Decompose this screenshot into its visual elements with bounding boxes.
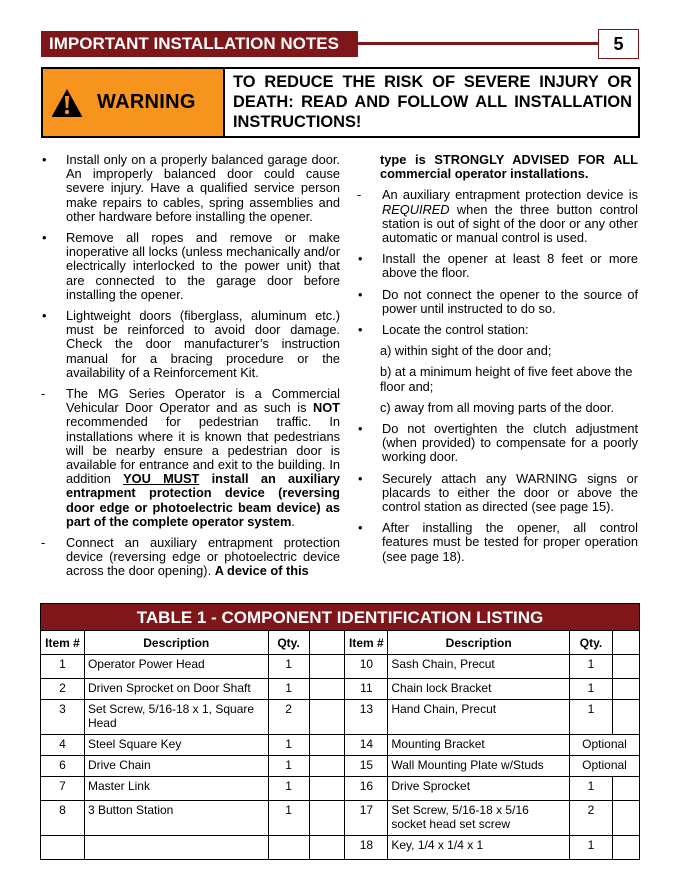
note-install-height xyxy=(356,252,638,280)
blank-cell xyxy=(309,801,345,836)
table-row xyxy=(41,836,640,860)
note-text: Install only on a properly balanced garage door. An improperly balanced door could cause severe injury. Have a qualified service person make repairs to cables, spring assemblies and other hardware before installing the opener. xyxy=(66,152,340,224)
warning-box xyxy=(41,67,640,138)
item-qty: Optional xyxy=(570,735,640,756)
warning-label: WARNING xyxy=(97,91,196,113)
note-text-part: An auxiliary entrapment protection device is xyxy=(382,187,638,203)
note-text: Do not overtighten the clutch adjustment (when provided) to compensate for a poorly working door. xyxy=(382,421,638,465)
note-text: Do not connect the opener to the source of power until instructed to do so. xyxy=(382,286,638,316)
header-cell: Item # xyxy=(345,631,388,655)
item-number: 4 xyxy=(41,735,85,756)
item-description: Hand Chain, Precut xyxy=(388,700,570,735)
header-cell: Description xyxy=(388,631,570,655)
note-text: After installing the opener, all control features must be tested for proper operation (see page 18). xyxy=(382,520,638,564)
item-number: 18 xyxy=(345,836,388,860)
item-qty: 1 xyxy=(268,801,309,836)
header-cell: Item # xyxy=(41,631,85,655)
locate-sub-c: c) away from all moving parts of the door. xyxy=(380,399,614,415)
emphasis-required: REQUIRED xyxy=(382,201,450,217)
note-text-part: recommended for pedestrian traffic. In installations where it is known that pedestrians will be nearby ensure a pedestrian door is available for entrance and exit to the building. In addition xyxy=(66,414,340,487)
item-number: 17 xyxy=(345,801,388,836)
page-number: 5 xyxy=(598,29,639,59)
note-text-part: . xyxy=(291,513,295,529)
item-qty: 2 xyxy=(570,801,613,836)
header-cell: Qty. xyxy=(570,631,613,655)
blank-cell xyxy=(309,836,345,860)
item-description: Set Screw, 5/16-18 x 5/16 socket head set screw xyxy=(388,801,570,836)
item-qty xyxy=(268,836,309,860)
note-text: Install the opener at least 8 feet or more above the floor. xyxy=(382,251,638,281)
blank-cell xyxy=(612,777,639,801)
note-connect-device xyxy=(40,536,340,579)
item-description: Driven Sprocket on Door Shaft xyxy=(84,679,268,700)
item-number: 8 xyxy=(41,801,85,836)
item-qty: 1 xyxy=(570,700,613,735)
table-row xyxy=(41,655,640,679)
component-table xyxy=(40,630,640,860)
header-cell: Qty. xyxy=(268,631,309,655)
item-number: 10 xyxy=(345,655,388,679)
item-qty: 1 xyxy=(570,836,613,860)
bullet-marker: • xyxy=(358,251,363,267)
bullet-marker: • xyxy=(42,230,47,246)
item-description: Drive Chain xyxy=(84,756,268,777)
item-description: Key, 1/4 x 1/4 x 1 xyxy=(388,836,570,860)
blank-cell xyxy=(612,679,639,700)
note-text-bold: A device of this xyxy=(214,563,309,579)
warning-triangle-icon xyxy=(51,88,83,118)
note-text: Securely attach any WARNING signs or placards to either the door or above the control station as directed (see page 15). xyxy=(382,470,638,515)
notes-right-column xyxy=(356,153,638,571)
item-description: Master Link xyxy=(84,777,268,801)
note-continuation: type is STRONGLY ADVISED FOR ALL commercial operator installations. xyxy=(380,152,638,182)
item-qty: 1 xyxy=(268,679,309,700)
item-number: 11 xyxy=(345,679,388,700)
table-row xyxy=(41,756,640,777)
item-number: 13 xyxy=(345,700,388,735)
item-description: Chain lock Bracket xyxy=(388,679,570,700)
dash-marker: - xyxy=(41,386,46,402)
section-header-bar xyxy=(41,31,358,57)
note-aux-device-required xyxy=(356,188,638,245)
item-number: 16 xyxy=(345,777,388,801)
item-qty: 1 xyxy=(570,777,613,801)
header-rule xyxy=(358,42,598,45)
item-number: 2 xyxy=(41,679,85,700)
item-description: Wall Mounting Plate w/Studs xyxy=(388,756,570,777)
warning-message: TO REDUCE THE RISK OF SEVERE INJURY OR DEATH: READ AND FOLLOW ALL INSTALLATION INSTRUCTIONS! xyxy=(233,73,632,131)
section-title: IMPORTANT INSTALLATION NOTES xyxy=(49,34,339,53)
notes-left-column xyxy=(40,153,340,586)
item-number xyxy=(41,836,85,860)
table-row xyxy=(41,735,640,756)
item-description: 3 Button Station xyxy=(84,801,268,836)
note-clutch-adjustment xyxy=(356,422,638,465)
bullet-marker: • xyxy=(358,520,363,536)
header-cell xyxy=(612,631,639,655)
item-description xyxy=(84,836,268,860)
note-locate-control-station xyxy=(356,323,638,337)
header-cell xyxy=(309,631,345,655)
table-header-row xyxy=(41,631,640,655)
item-qty: 1 xyxy=(268,655,309,679)
item-qty: 1 xyxy=(268,777,309,801)
note-text-part: The MG Series Operator is a Commercial Vehicular Door Operator and as such is xyxy=(66,386,340,416)
bullet-marker: • xyxy=(358,286,363,302)
note-commercial-operator xyxy=(40,387,340,529)
item-description: Operator Power Head xyxy=(84,655,268,679)
item-qty: 1 xyxy=(268,735,309,756)
blank-cell xyxy=(309,700,345,735)
item-number: 7 xyxy=(41,777,85,801)
item-description: Mounting Bracket xyxy=(388,735,570,756)
item-number: 1 xyxy=(41,655,85,679)
note-text: Lightweight doors (fiberglass, aluminum etc.) must be reinforced to avoid door damage. Check the door manufacturer’s instruction manual for a bracing procedure or the availability of a Reinforcement Kit. xyxy=(66,308,340,380)
emphasis-not: NOT xyxy=(312,400,340,416)
bullet-marker: • xyxy=(358,470,363,486)
note-warning-signs xyxy=(356,472,638,515)
item-description: Steel Square Key xyxy=(84,735,268,756)
blank-cell xyxy=(309,756,345,777)
note-text-part: Connect an auxiliary entrapment protection device (reversing edge or photoelectric device across the door opening). xyxy=(66,535,340,579)
note-text-part: when the three button control station is out of sight of the door or any other automatic or manual control is used. xyxy=(382,201,638,246)
item-number: 15 xyxy=(345,756,388,777)
table-row xyxy=(41,700,640,735)
note-balanced-door xyxy=(40,153,340,224)
blank-cell xyxy=(612,655,639,679)
item-qty: 1 xyxy=(570,655,613,679)
item-description: Drive Sprocket xyxy=(388,777,570,801)
warning-label-panel xyxy=(43,69,225,136)
locate-sub-a: a) within sight of the door and; xyxy=(380,343,552,359)
blank-cell xyxy=(309,655,345,679)
item-qty: Optional xyxy=(570,756,640,777)
bullet-marker: • xyxy=(42,308,47,324)
blank-cell xyxy=(612,700,639,735)
item-qty: 1 xyxy=(268,756,309,777)
blank-cell xyxy=(309,679,345,700)
note-lightweight-doors xyxy=(40,309,340,380)
item-qty: 2 xyxy=(268,700,309,735)
item-number: 14 xyxy=(345,735,388,756)
table-row xyxy=(41,777,640,801)
header-cell: Description xyxy=(84,631,268,655)
note-text: Locate the control station: xyxy=(382,322,529,338)
bullet-marker: • xyxy=(358,421,363,437)
note-text-bold: install an auxiliary entrapment protection device (reversing door edge or photoelectric beam device) as part of the complete operator system xyxy=(66,471,340,529)
note-text: Remove all ropes and remove or make inoperative all locks (unless mechanically and/or electrically interlocked to the power unit) that are connected to the garage door before installing the opener. xyxy=(66,230,340,302)
blank-cell xyxy=(309,735,345,756)
bullet-marker: • xyxy=(42,152,47,167)
item-description: Set Screw, 5/16-18 x 1, Square Head xyxy=(84,700,268,735)
item-description: Sash Chain, Precut xyxy=(388,655,570,679)
note-remove-ropes xyxy=(40,231,340,302)
item-qty: 1 xyxy=(570,679,613,700)
emphasis-you-must: YOU MUST xyxy=(123,471,200,487)
bullet-marker: • xyxy=(358,322,363,338)
table-title: TABLE 1 - COMPONENT IDENTIFICATION LISTING xyxy=(40,603,640,631)
table-row xyxy=(41,679,640,700)
locate-sub-b: b) at a minimum height of five feet above the floor and; xyxy=(380,364,633,394)
item-number: 3 xyxy=(41,700,85,735)
dash-marker: - xyxy=(357,187,362,203)
blank-cell xyxy=(309,777,345,801)
blank-cell xyxy=(612,801,639,836)
note-power-connection xyxy=(356,288,638,316)
dash-marker: - xyxy=(41,535,46,551)
item-number: 6 xyxy=(41,756,85,777)
blank-cell xyxy=(612,836,639,860)
table-row xyxy=(41,801,640,836)
note-test-features xyxy=(356,521,638,564)
